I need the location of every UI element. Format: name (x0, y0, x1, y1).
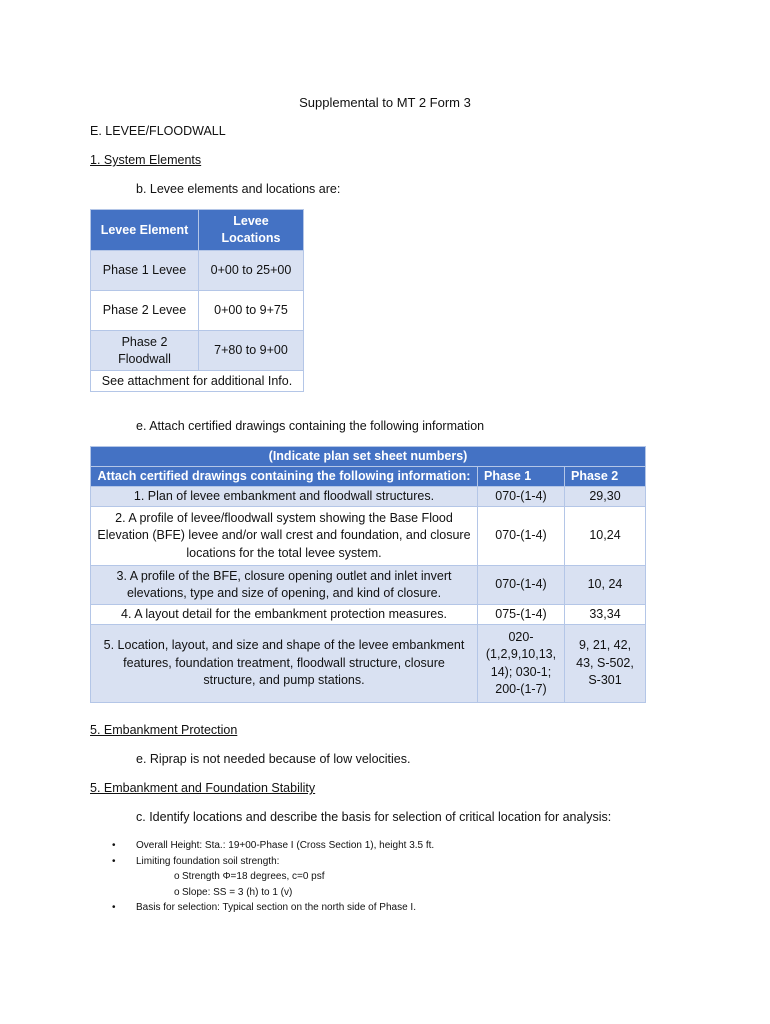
cell-element: Phase 2 Floodwall (91, 331, 199, 371)
sub-list-item (136, 885, 434, 901)
bullet-text: Overall Height: Sta.: 19+00-Phase I (Cross Section 1), height 3.5 ft. (136, 840, 435, 851)
sub-bullet-text: Strength Φ=18 degrees, c=0 psf (182, 871, 325, 882)
section-heading-levee-floodwall: E. LEVEE/FLOODWALL (90, 124, 226, 138)
cell-description: 3. A profile of the BFE, closure opening outlet and inlet invert elevations, type and size of opening, and kind of closure. (91, 566, 478, 605)
cell-element: Phase 2 Levee (91, 291, 199, 331)
cell-phase-2: 9, 21, 42, 43, S-502, S-301 (565, 625, 646, 703)
table-row (91, 487, 646, 507)
cell-description: 4. A layout detail for the embankment protection measures. (91, 605, 478, 625)
table-row (91, 605, 646, 625)
bullet-text: Limiting foundation soil strength: (136, 855, 280, 867)
cell-location: 7+80 to 9+00 (199, 331, 304, 371)
col-header-levee-element: Levee Element (91, 210, 199, 251)
bullet-icon: • (112, 855, 116, 867)
col-header-phase-2: Phase 2 (565, 467, 646, 487)
sub-list-item (136, 869, 434, 885)
page-title: Supplemental to MT 2 Form 3 (299, 95, 471, 110)
table-note: See attachment for additional Info. (91, 371, 304, 392)
table-row (91, 625, 646, 703)
cell-phase-2: 33,34 (565, 605, 646, 625)
table-top-header: (Indicate plan set sheet numbers) (91, 447, 646, 467)
sub-bullet-icon: o (174, 886, 180, 898)
cell-description: 5. Location, layout, and size and shape of the levee embankment features, foundation treatment, floodwall structure, closure structure, and pump stations. (91, 625, 478, 703)
bullet-text: Basis for selection: Typical section on the north side of Phase I. (136, 902, 416, 913)
heading-embankment-foundation-stability: 5. Embankment and Foundation Stability (90, 781, 316, 795)
levee-elements-table (90, 209, 304, 392)
cell-phase-1: 075-(1-4) (478, 605, 565, 625)
heading-embankment-protection: 5. Embankment Protection (90, 723, 238, 737)
item-e-attach-drawings: e. Attach certified drawings containing the following information (136, 419, 485, 433)
table-row (91, 331, 304, 371)
cell-phase-2: 10, 24 (565, 566, 646, 605)
table-row (91, 291, 304, 331)
sub-list (136, 869, 434, 900)
cell-location: 0+00 to 9+75 (199, 291, 304, 331)
col-header-levee-locations: Levee Locations (199, 210, 304, 251)
table-row (91, 507, 646, 566)
table-row (91, 566, 646, 605)
cell-phase-1: 070-(1-4) (478, 507, 565, 566)
cell-phase-1: 070-(1-4) (478, 487, 565, 507)
cell-phase-1: 020-(1,2,9,10,13, 14); 030-1; 200-(1-7) (478, 625, 565, 703)
sub-bullet-icon: o (174, 871, 180, 882)
list-item (108, 854, 434, 901)
cell-phase-2: 10,24 (565, 507, 646, 566)
list-item (108, 838, 434, 854)
heading-system-elements: 1. System Elements (90, 153, 202, 167)
stability-bullet-list (108, 838, 434, 916)
table-row (91, 251, 304, 291)
item-e-riprap: e. Riprap is not needed because of low velocities. (136, 752, 411, 766)
cell-location: 0+00 to 25+00 (199, 251, 304, 291)
item-c-critical-location: c. Identify locations and describe the basis for selection of critical location for analysis: (136, 810, 612, 824)
bullet-icon: • (112, 902, 116, 913)
cell-element: Phase 1 Levee (91, 251, 199, 291)
certified-drawings-table (90, 446, 646, 703)
cell-phase-1: 070-(1-4) (478, 566, 565, 605)
item-b-levee-elements: b. Levee elements and locations are: (136, 182, 341, 196)
col-header-drawing-info: Attach certified drawings containing the following information: (91, 467, 478, 487)
cell-description: 2. A profile of levee/floodwall system showing the Base Flood Elevation (BFE) levee and/or wall crest and foundation, and closure locations for the total levee system. (91, 507, 478, 566)
list-item (108, 900, 434, 916)
bullet-icon: • (112, 840, 116, 851)
col-header-phase-1: Phase 1 (478, 467, 565, 487)
cell-phase-2: 29,30 (565, 487, 646, 507)
cell-description: 1. Plan of levee embankment and floodwall structures. (91, 487, 478, 507)
sub-bullet-text: Slope: SS = 3 (h) to 1 (v) (182, 886, 293, 898)
